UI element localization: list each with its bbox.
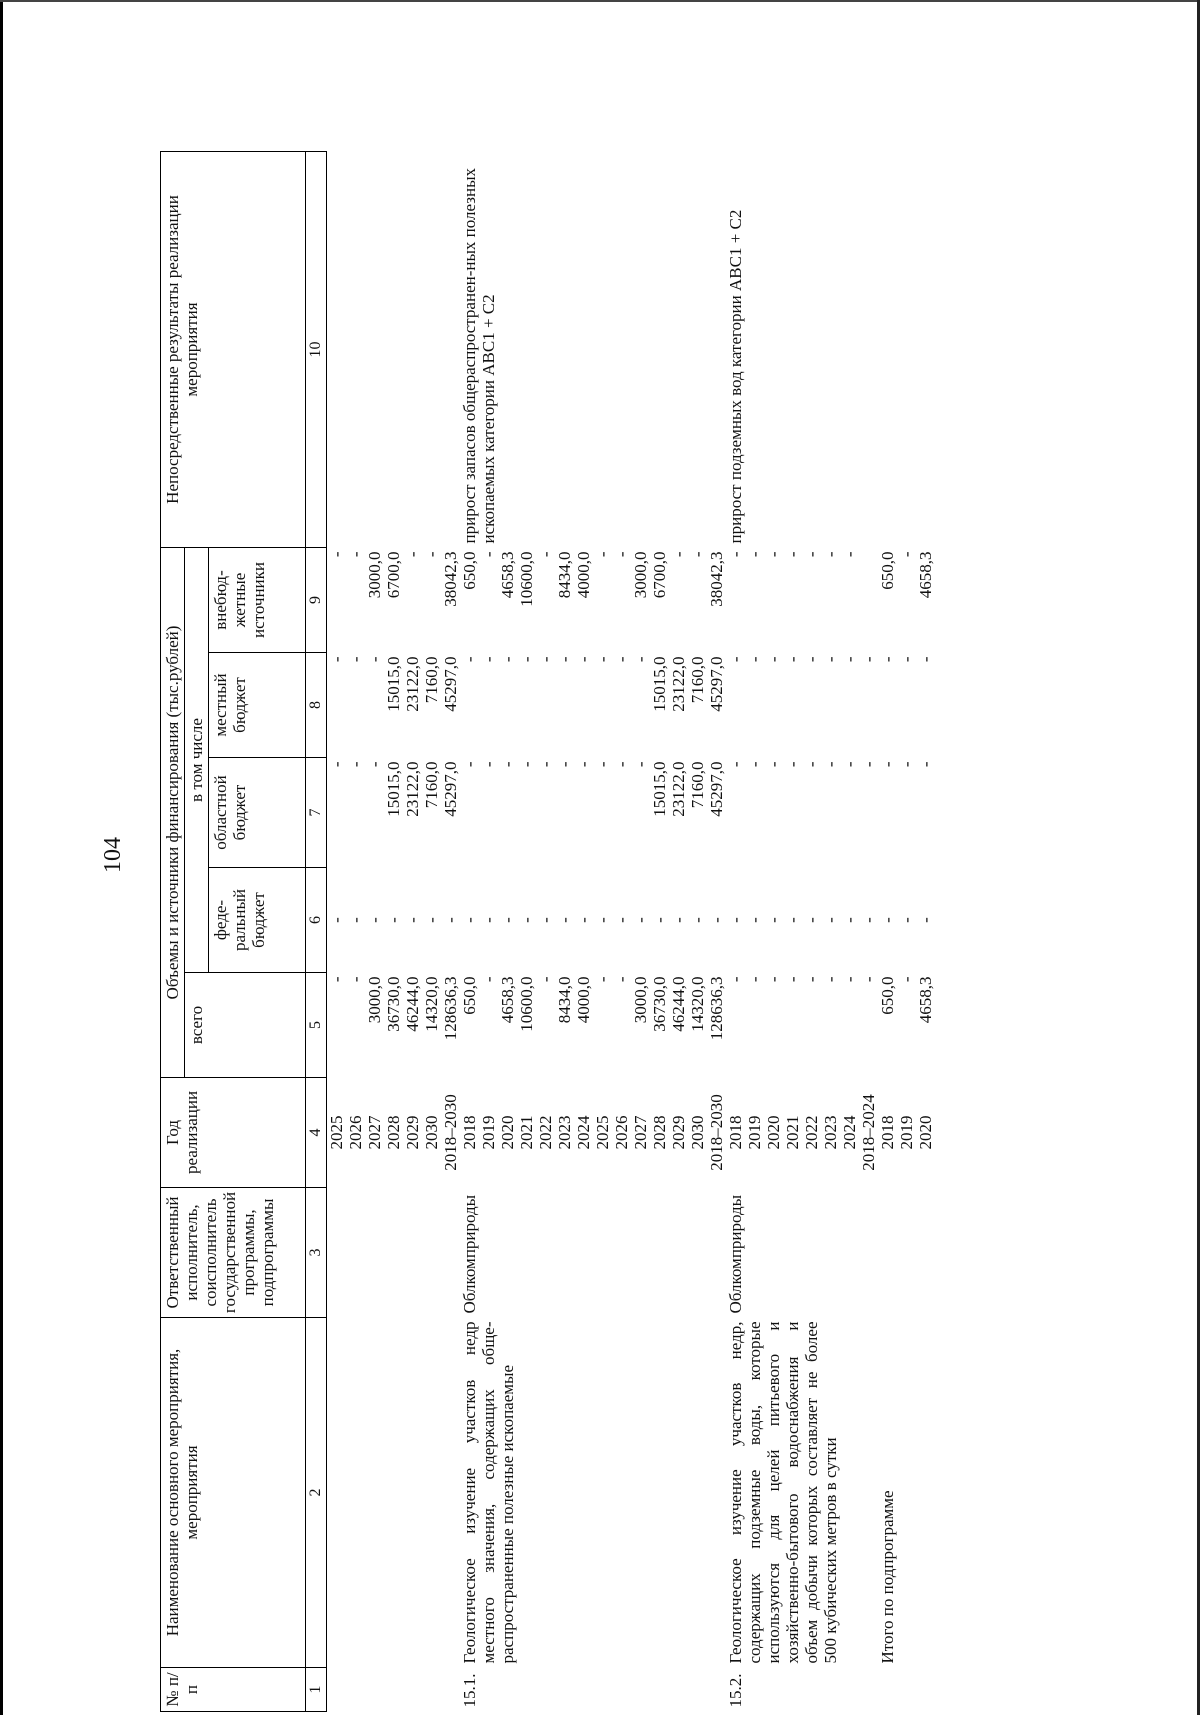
regional-budget-value: - [764, 761, 783, 768]
regional-budget-value: - [593, 761, 612, 768]
extra-budget-value: 3000,0 [365, 551, 384, 599]
regional-budget-value: - [859, 761, 878, 768]
total-value: 46244,0 [403, 976, 422, 1032]
year-value: 2029 [669, 1115, 688, 1150]
federal-budget [726, 868, 878, 973]
local-budget-value: - [517, 656, 536, 663]
year-value: 2018–2030 [441, 1094, 460, 1171]
federal-budget-value: - [460, 917, 479, 923]
total-value: - [593, 976, 612, 983]
year-value: 2027 [631, 1115, 650, 1150]
total-value: - [783, 976, 802, 983]
local-budget-value: - [555, 656, 574, 663]
local-budget-value: - [631, 656, 650, 663]
col-number: 1 [306, 1668, 327, 1712]
regional-budget-value: - [840, 761, 859, 768]
regional-budget-value: 23122,0 [403, 761, 422, 817]
extra-budget-value: - [726, 551, 745, 558]
row-number [878, 1668, 935, 1712]
regional-budget-value: - [802, 761, 821, 768]
col-number: 5 [306, 973, 327, 1078]
total-value: 650,0 [878, 976, 897, 1015]
year [460, 1078, 726, 1188]
total-value: - [821, 976, 840, 983]
extra-budget-value: - [745, 551, 764, 558]
local-budget-value: - [840, 656, 859, 663]
responsible-executor [878, 1188, 935, 1318]
local-budget-value: 7160,0 [422, 656, 441, 704]
regional-budget [460, 758, 726, 868]
federal-budget-value: - [859, 917, 878, 923]
local-budget-value: - [897, 656, 916, 663]
total-value: - [745, 976, 764, 983]
federal-budget-value: - [707, 917, 726, 923]
year-value: 2018 [878, 1115, 897, 1150]
regional-budget-value: - [726, 761, 745, 768]
local-budget [327, 653, 461, 758]
total-value: 46244,0 [669, 976, 688, 1032]
regional-budget-value: - [631, 761, 650, 768]
total-value: 4658,3 [916, 976, 935, 1024]
regional-budget-value: - [878, 761, 897, 768]
local-budget-value: 45297,0 [707, 656, 726, 712]
local-budget [460, 653, 726, 758]
regional-budget-value: - [574, 761, 593, 768]
year-value: 2026 [346, 1115, 365, 1150]
header-local: местный бюджет [209, 653, 306, 758]
header-including: в том числе [185, 548, 209, 973]
total-value: 3000,0 [631, 976, 650, 1024]
year-value: 2020 [498, 1115, 517, 1150]
total-value: 8434,0 [555, 976, 574, 1024]
federal-budget-value: - [745, 917, 764, 923]
header-name: Наименование основного мероприятия, мероприятия [161, 1318, 306, 1668]
extra-budget-value: 6700,0 [384, 551, 403, 599]
federal-budget-value: - [631, 917, 650, 923]
total-value: - [612, 976, 631, 983]
page-number: 104 [100, 837, 126, 873]
extra-budget-value: 38042,3 [707, 551, 726, 607]
extra-budget-value: 10600,0 [517, 551, 536, 607]
regional-budget-value: - [498, 761, 517, 768]
regional-budget-value: - [346, 761, 365, 768]
year-value: 2025 [593, 1115, 612, 1150]
regional-budget-value: - [821, 761, 840, 768]
col-number: 4 [306, 1078, 327, 1188]
extra-budget-value: - [783, 551, 802, 558]
regional-budget-value: - [555, 761, 574, 768]
federal-budget-value: - [384, 917, 403, 923]
extra-budget-value: - [669, 551, 688, 558]
regional-budget-value: - [536, 761, 555, 768]
local-budget-value: - [536, 656, 555, 663]
row-number: 15.2. [726, 1673, 745, 1708]
col-number: 9 [306, 548, 327, 653]
year-value: 2023 [821, 1115, 840, 1150]
extra-budget-value: - [897, 551, 916, 558]
col-number: 8 [306, 653, 327, 758]
header-funding: Объемы и источники финансирования (тыс.рублей) [161, 548, 185, 1078]
total [460, 973, 726, 1078]
col-number: 6 [306, 868, 327, 973]
extra-budget [327, 548, 461, 653]
year-value: 2022 [536, 1115, 555, 1150]
federal-budget-value: - [403, 917, 422, 923]
extra-budget-value: - [346, 551, 365, 558]
total-value: - [346, 976, 365, 983]
responsible-executor: Облкомприроды [460, 1194, 479, 1314]
total-value: - [897, 976, 916, 983]
local-budget-value: - [859, 656, 878, 663]
extra-budget-value: - [821, 551, 840, 558]
regional-budget-value: 15015,0 [384, 761, 403, 817]
federal-budget-value: - [916, 917, 935, 923]
regional-budget-value: - [897, 761, 916, 768]
federal-budget [878, 868, 935, 973]
total-value: - [802, 976, 821, 983]
federal-budget-value: - [327, 917, 346, 923]
regional-budget-value: 7160,0 [688, 761, 707, 809]
local-budget-value: - [498, 656, 517, 663]
local-budget-value: - [460, 656, 479, 663]
extra-budget-value: - [593, 551, 612, 558]
header-num: № п/п [161, 1668, 306, 1712]
measure-name: Геологическое изучение участков недр местного значения, содержащих обще-распространенные полезные ископаемые [460, 1321, 517, 1664]
extra-budget [726, 548, 878, 653]
extra-budget [460, 548, 726, 653]
local-budget-value: - [327, 656, 346, 663]
year-value: 2018 [726, 1115, 745, 1150]
measure-result: прирост запасов общераспространен-ных полезных ископаемых категории ABC1 + C2 [460, 168, 498, 544]
local-budget-value: - [726, 656, 745, 663]
responsible-executor [327, 1188, 461, 1318]
year-value: 2025 [327, 1115, 346, 1150]
header-extra: внебюд-жетные источники [209, 548, 306, 653]
federal-budget-value: - [840, 917, 859, 923]
regional-budget [878, 758, 935, 868]
total-value: 36730,0 [384, 976, 403, 1032]
federal-budget-value: - [612, 917, 631, 923]
total-value: 10600,0 [517, 976, 536, 1032]
federal-budget-value: - [422, 917, 441, 923]
extra-budget-value: - [612, 551, 631, 558]
total-value: - [840, 976, 859, 983]
regional-budget-value: 23122,0 [669, 761, 688, 817]
local-budget-value: 15015,0 [650, 656, 669, 712]
total-value: 650,0 [460, 976, 479, 1015]
table-row [726, 152, 878, 1712]
year-value: 2021 [783, 1115, 802, 1150]
local-budget-value: - [346, 656, 365, 663]
local-budget-value: - [783, 656, 802, 663]
federal-budget-value: - [669, 917, 688, 923]
federal-budget-value: - [764, 917, 783, 923]
federal-budget-value: - [536, 917, 555, 923]
extra-budget-value: 38042,3 [441, 551, 460, 607]
extra-budget-value: - [536, 551, 555, 558]
year-value: 2020 [916, 1115, 935, 1150]
federal-budget-value: - [821, 917, 840, 923]
total [878, 973, 935, 1078]
federal-budget-value: - [517, 917, 536, 923]
col-number: 7 [306, 758, 327, 868]
measure-name: Итого по подпрограмме [878, 1490, 897, 1664]
table-row [460, 152, 726, 1712]
responsible-executor: Облкомприроды [726, 1194, 745, 1314]
total-value: 4000,0 [574, 976, 593, 1024]
federal-budget [327, 868, 461, 973]
total [726, 973, 878, 1078]
year-value: 2030 [422, 1115, 441, 1150]
extra-budget-value: 3000,0 [631, 551, 650, 599]
year-value: 2022 [802, 1115, 821, 1150]
extra-budget-value: 4658,3 [498, 551, 517, 599]
local-budget-value: - [479, 656, 498, 663]
extra-budget-value: - [840, 551, 859, 558]
scan-edge-left [0, 0, 3, 1715]
federal-budget-value: - [688, 917, 707, 923]
local-budget-value: 23122,0 [403, 656, 422, 712]
regional-budget-value: 45297,0 [707, 761, 726, 817]
extra-budget-value: - [422, 551, 441, 558]
row-number: 15.1. [460, 1673, 479, 1708]
federal-budget-value: - [802, 917, 821, 923]
rotated-table-sheet [160, 152, 1200, 1712]
local-budget-value: - [878, 656, 897, 663]
federal-budget-value: - [346, 917, 365, 923]
year-value: 2030 [688, 1115, 707, 1150]
scan-edge-top [0, 0, 1200, 2]
regional-budget-value: - [327, 761, 346, 768]
row-number [327, 1668, 461, 1712]
local-budget-value: 15015,0 [384, 656, 403, 712]
regional-budget-value: - [783, 761, 802, 768]
federal-budget-value: - [593, 917, 612, 923]
year-value: 2020 [764, 1115, 783, 1150]
extra-budget-value: - [802, 551, 821, 558]
total-value: 14320,0 [688, 976, 707, 1032]
federal-budget-value: - [479, 917, 498, 923]
extra-budget-value: 650,0 [878, 551, 897, 590]
extra-budget-value: 4658,3 [916, 551, 935, 599]
federal-budget-value: - [574, 917, 593, 923]
year [327, 1078, 461, 1188]
regional-budget-value: 7160,0 [422, 761, 441, 809]
federal-budget-value: - [365, 917, 384, 923]
regional-budget [327, 758, 461, 868]
local-budget [726, 653, 878, 758]
year [878, 1078, 935, 1188]
year-value: 2026 [612, 1115, 631, 1150]
measure-result [878, 152, 935, 548]
local-budget-value: 7160,0 [688, 656, 707, 704]
table-row [327, 152, 461, 1712]
year-value: 2024 [574, 1115, 593, 1150]
federal-budget-value: - [783, 917, 802, 923]
year-value: 2021 [517, 1115, 536, 1150]
header-federal: феде-ральный бюджет [209, 868, 306, 973]
col-number: 10 [306, 152, 327, 548]
total-value: - [327, 976, 346, 983]
year-value: 2019 [745, 1115, 764, 1150]
year-value: 2028 [650, 1115, 669, 1150]
total-value: - [859, 976, 878, 983]
local-budget-value: - [802, 656, 821, 663]
total [327, 973, 461, 1078]
federal-budget-value: - [897, 917, 916, 923]
total-value: - [726, 976, 745, 983]
extra-budget-value: - [479, 551, 498, 558]
federal-budget-value: - [441, 917, 460, 923]
extra-budget-value: 650,0 [460, 551, 479, 590]
regional-budget-value: - [916, 761, 935, 768]
year-value: 2023 [555, 1115, 574, 1150]
extra-budget [878, 548, 935, 653]
federal-budget-value: - [650, 917, 669, 923]
local-budget-value: - [821, 656, 840, 663]
total-value: 36730,0 [650, 976, 669, 1032]
extra-budget-value [859, 552, 878, 649]
local-budget-value: - [365, 656, 384, 663]
measure-result: прирост подземных вод категории ABC1 + C2 [726, 209, 745, 544]
total-value: 3000,0 [365, 976, 384, 1024]
local-budget [878, 653, 935, 758]
total-value: - [536, 976, 555, 983]
year-value: 2029 [403, 1115, 422, 1150]
year-value: 2018–2030 [707, 1094, 726, 1171]
year-value: 2028 [384, 1115, 403, 1150]
regional-budget [726, 758, 878, 868]
header-total: всего [185, 973, 306, 1078]
regional-budget-value: - [365, 761, 384, 768]
total-value: - [764, 976, 783, 983]
total-value: - [479, 976, 498, 983]
extra-budget-value: - [688, 551, 707, 558]
regional-budget-value: - [517, 761, 536, 768]
regional-budget-value: - [612, 761, 631, 768]
federal-budget-value: - [555, 917, 574, 923]
header-regional: областной бюджет [209, 758, 306, 868]
regional-budget-value: 15015,0 [650, 761, 669, 817]
local-budget-value: - [612, 656, 631, 663]
col-number: 3 [306, 1188, 327, 1318]
federal-budget-value: - [726, 917, 745, 923]
year-value: 2019 [479, 1115, 498, 1150]
measure-result [327, 152, 461, 548]
total-value: 128636,3 [707, 976, 726, 1041]
regional-budget-value: - [745, 761, 764, 768]
extra-budget-value: - [403, 551, 422, 558]
col-number: 2 [306, 1318, 327, 1668]
total-value: 128636,3 [441, 976, 460, 1041]
extra-budget-value: - [327, 551, 346, 558]
regional-budget-value: 45297,0 [441, 761, 460, 817]
local-budget-value: 45297,0 [441, 656, 460, 712]
total-value: 14320,0 [422, 976, 441, 1032]
local-budget-value: - [593, 656, 612, 663]
extra-budget-value: 6700,0 [650, 551, 669, 599]
local-budget-value: 23122,0 [669, 656, 688, 712]
year-value: 2027 [365, 1115, 384, 1150]
year-value: 2018–2024 [859, 1094, 878, 1171]
local-budget-value: - [745, 656, 764, 663]
federal-budget-value: - [498, 917, 517, 923]
extra-budget-value: 4000,0 [574, 551, 593, 599]
table-row [878, 152, 935, 1712]
funding-table [160, 151, 935, 1712]
extra-budget-value: 8434,0 [555, 551, 574, 599]
header-responsible: Ответственный исполнитель, соисполнитель государственной программы, подпрограммы [161, 1188, 306, 1318]
regional-budget-value: - [479, 761, 498, 768]
column-number-row [306, 152, 327, 1712]
local-budget-value: - [764, 656, 783, 663]
regional-budget-value: - [460, 761, 479, 768]
extra-budget-value: - [764, 551, 783, 558]
local-budget-value: - [916, 656, 935, 663]
year [726, 1078, 878, 1188]
year-value: 2018 [460, 1115, 479, 1150]
year-value: 2019 [897, 1115, 916, 1150]
total-value: 4658,3 [498, 976, 517, 1024]
federal-budget-value: - [878, 917, 897, 923]
local-budget-value: - [574, 656, 593, 663]
measure-name [327, 1318, 461, 1668]
measure-name: Геологическое изучение участков недр, содержащих подземные воды, которые используются для целей питьевого и хозяйственно-бытового водоснабжения и объем добычи которых составляет не более 500 кубических метров в сутки [726, 1321, 840, 1664]
year-value: 2024 [840, 1115, 859, 1150]
federal-budget [460, 868, 726, 973]
header-result: Непосредственные результаты реализации мероприятия [161, 152, 306, 548]
header-year: Год реализации [161, 1078, 306, 1188]
